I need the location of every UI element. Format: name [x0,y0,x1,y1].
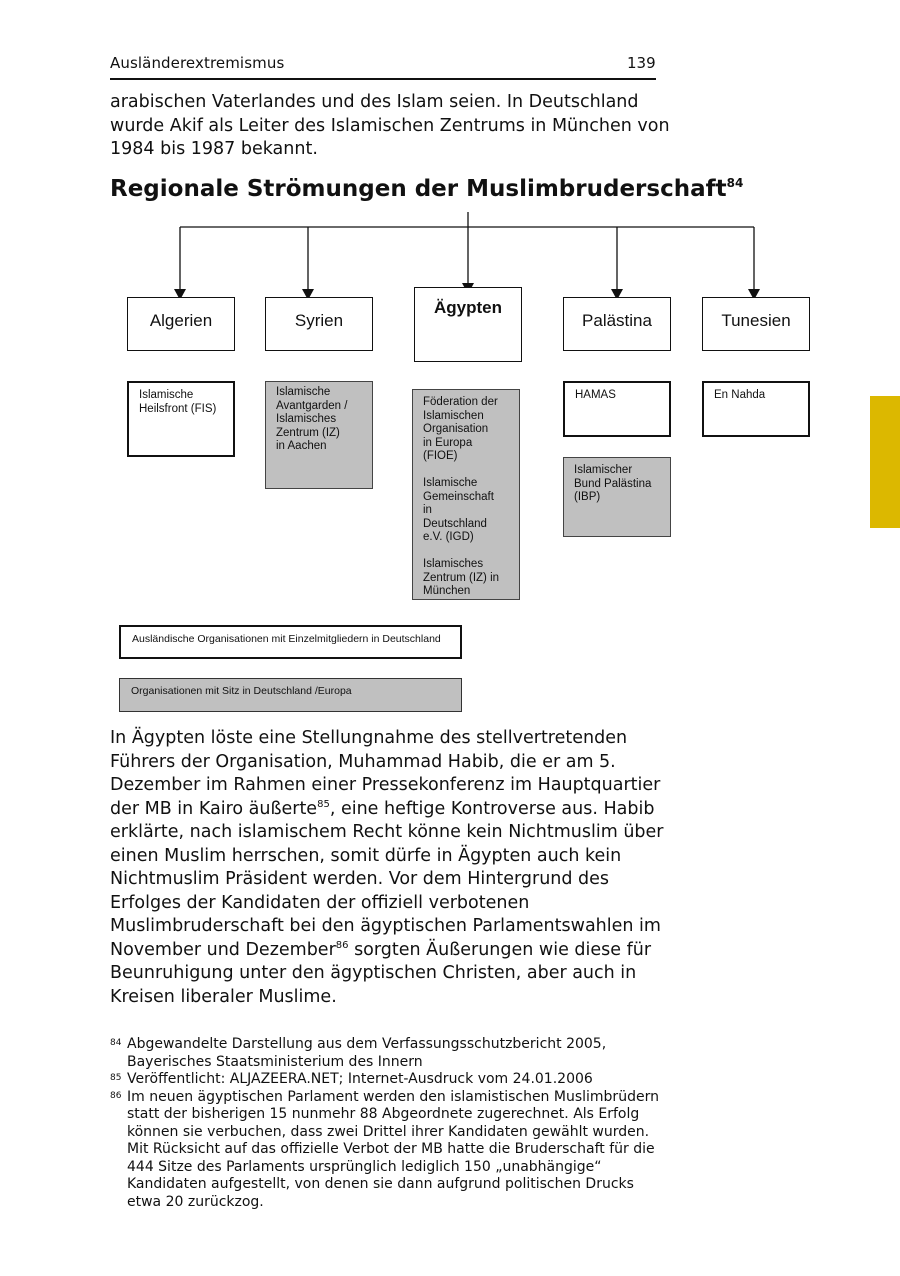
country-box-palaestina: Palästina [563,297,671,351]
org-box-iz-aachen: Islamische Avantgarden / Islamisches Zentrum (IZ) in Aachen [265,381,373,489]
country-box-aegypten: Ägypten [414,287,522,362]
org-box-fis: Islamische Heilsfront (FIS) [127,381,235,457]
section-footnote-ref: 84 [726,176,744,190]
running-header-title: Ausländerextremismus [110,54,285,72]
body-text-part3: sorgten Äußerungen wie diese für Beunruhigung unter den ägyptischen Christen, aber auch in Kreisen liberaler Muslime. [110,939,652,1007]
org-box-ibp: Islamischer Bund Palästina (IBP) [563,457,671,537]
footnotes [110,1036,670,1211]
footnote-86 [110,1089,670,1212]
footnote-84 [110,1036,670,1071]
legend-foreign-organisations: Ausländische Organisationen mit Einzelmitgliedern in Deutschland [119,625,462,659]
footnote-ref-85: 85 [317,798,330,810]
footnote-number: 84 [110,1038,122,1048]
org-box-fioe-igd: Föderation der Islamischen Organisation in Europa (FIOE) Islamische Gemeinschaft in Deutschland e.V. (IGD) Islamisches Zentrum (IZ) in München [412,389,520,600]
org-box-en-nahda: En Nahda [702,381,810,437]
footnote-number: 86 [110,1090,122,1101]
country-box-algerien: Algerien [127,297,235,351]
body-text-part2: , eine heftige Kontroverse aus. Habib erklärte, nach islamischem Recht könne kein Nichtmuslim über einen Muslim herrschen, somit dürfe in Ägypten auch kein Nichtmuslim Präsident werden. Vor dem Hintergrund des Erfolges der Kandidaten der offiziell verbotenen Muslimbruderschaft bei den ägyptischen Parlamentswahlen im November und Dezember [110,798,664,960]
footnote-85 [110,1071,670,1089]
country-box-tunesien: Tunesien [702,297,810,351]
footnote-number: 85 [110,1073,122,1083]
legend-domestic-organisations: Organisationen mit Sitz in Deutschland /Europa [119,678,462,712]
page-number: 139 [627,54,656,72]
footnote-text: Veröffentlicht: ALJAZEERA.NET; Internet-Ausdruck vom 24.01.2006 [127,1071,593,1087]
intro-paragraph: arabischen Vaterlandes und des Islam seien. In Deutschland wurde Akif als Leiter des Islamischen Zentrums in München von 1984 bis 1987 bekannt. [110,92,670,159]
country-box-syrien: Syrien [265,297,373,351]
body-text-part1: In Ägypten löste eine Stellungnahme des stellvertretenden Führers der Organisation, Muhammad Habib, die er am 5. Dezember im Rahmen einer Pressekonferenz im Hauptquartier der MB in Kairo äußerte [110,728,661,819]
org-box-hamas: HAMAS [563,381,671,437]
body-paragraph [110,727,670,1009]
chapter-tab-marker [870,396,900,528]
footnote-ref-86: 86 [335,939,349,951]
section-title-text: Regionale Strömungen der Muslimbruderschaft [110,176,727,202]
footnote-text: Abgewandelte Darstellung aus dem Verfassungsschutzbericht 2005, Bayerisches Staatsministerium des Innern [127,1036,607,1070]
footnote-text: Im neuen ägyptischen Parlament werden den islamistischen Muslimbrüdern statt der bisherigen 15 nunmehr 88 Abgeordnete zugerechnet. Als Erfolg können sie verbuchen, dass zwei Drittel ihrer Kandidaten gewählt wurden. Mit Rücksicht auf das offizielle Verbot der MB hatte die Bruderschaft für die 444 Sitze des Parlaments ursprünglich lediglich 150 „unabhängige“ Kandidaten aufgestellt, von denen sie dann aufgrund politischen Drucks etwa 20 zurückzog. [127,1088,659,1210]
